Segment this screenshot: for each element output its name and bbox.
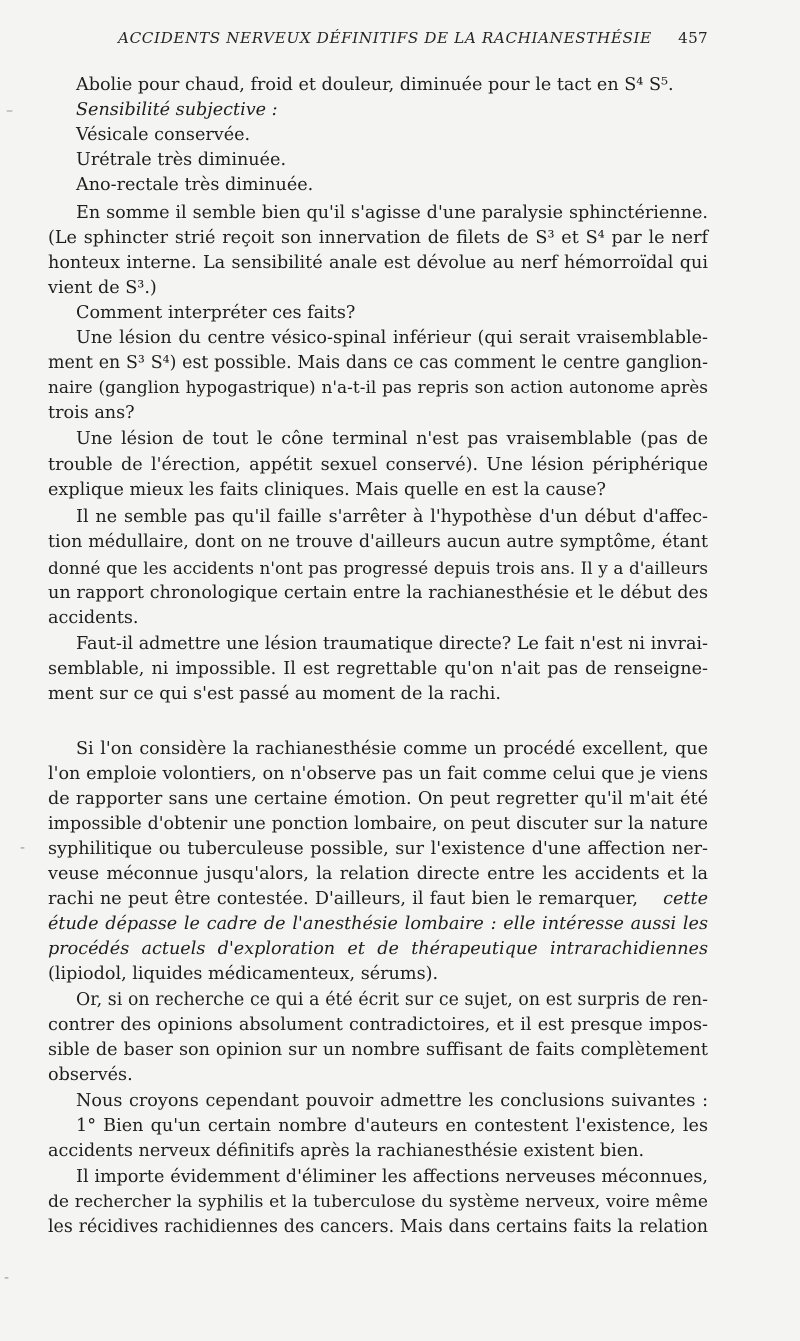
text-line: observés.	[48, 1065, 133, 1085]
text-line: accidents nerveux définitifs après la rachianesthésie existent bien.	[48, 1141, 645, 1161]
text-line: En somme il semble bien qu'il s'agisse d'une paralysie sphinctérienne.	[76, 203, 708, 223]
text-line-italic-end: cette	[663, 889, 708, 909]
text-line: syphilitique ou tuberculeuse possible, sur l'existence d'une affection ner-	[48, 839, 708, 859]
text-line: 1° Bien qu'un certain nombre d'auteurs en contestent l'existence, les	[76, 1116, 708, 1136]
margin-dash-mark-bottom: -	[4, 1270, 10, 1286]
text-line: Faut-il admettre une lésion traumatique directe? Le fait n'est ni invrai-	[76, 634, 708, 654]
text-line: ment en S³ S⁴) est possible. Mais dans ce cas comment le centre ganglion-	[48, 353, 708, 373]
text-line: donné que les accidents n'ont pas progressé depuis trois ans. Il y a d'ailleurs	[48, 558, 708, 578]
margin-dash-mark: –	[6, 103, 13, 119]
text-line: vient de S³.)	[48, 278, 157, 298]
text-line: Nous croyons cependant pouvoir admettre les conclusions suivantes :	[76, 1091, 708, 1111]
text-line: ment sur ce qui s'est passé au moment de la rachi.	[48, 684, 501, 704]
text-line: (lipiodol, liquides médicamenteux, sérums).	[48, 964, 439, 984]
text-line: veuse méconnue jusqu'alors, la relation directe entre les accidents et la	[48, 864, 708, 884]
margin-dot-mark: -	[20, 840, 26, 856]
text-line: de rapporter sans une certaine émotion. On peut regretter qu'il m'ait été	[48, 789, 708, 809]
text-line: trouble de l'érection, appétit sexuel conservé). Une lésion périphérique	[48, 455, 708, 475]
text-line: Une lésion de tout le cône terminal n'est pas vraisemblable (pas de	[76, 429, 708, 449]
text-line: sible de baser son opinion sur un nombre suffisant de faits complètement	[48, 1040, 708, 1060]
text-line: Abolie pour chaud, froid et douleur, diminuée pour le tact en S⁴ S⁵.	[76, 75, 674, 95]
text-line: Comment interpréter ces faits?	[76, 303, 356, 323]
text-line: Il ne semble pas qu'il faille s'arrêter à l'hypothèse d'un début d'affec-	[76, 507, 708, 527]
text-line: Vésicale conservée.	[76, 125, 251, 145]
text-line: rachi ne peut être contestée. D'ailleurs, il faut bien le remarquer,	[48, 889, 638, 909]
text-line: les récidives rachidiennes des cancers. Mais dans certains faits la relation	[48, 1217, 708, 1237]
text-line: trois ans?	[48, 403, 135, 423]
text-line: semblable, ni impossible. Il est regrettable qu'on n'ait pas de renseigne-	[48, 659, 708, 679]
text-line: impossible d'obtenir une ponction lombaire, on peut discuter sur la nature	[48, 814, 708, 834]
text-line: naire (ganglion hypogastrique) n'a-t-il pas repris son action autonome après	[48, 378, 708, 398]
text-line: tion médullaire, dont on ne trouve d'ailleurs aucun autre symptôme, étant	[48, 532, 708, 552]
text-line: étude dépasse le cadre de l'anesthésie lombaire : elle intéresse aussi les	[48, 914, 708, 934]
text-line: contrer des opinions absolument contradictoires, et il est presque impos-	[48, 1015, 708, 1035]
text-line: (Le sphincter strié reçoit son innervation de filets de S³ et S⁴ par le nerf	[48, 228, 708, 248]
text-line: Sensibilité subjective :	[76, 100, 278, 120]
text-line: Ano-rectale très diminuée.	[76, 175, 314, 195]
text-line: Urétrale très diminuée.	[76, 150, 287, 170]
text-line: accidents.	[48, 608, 139, 628]
text-line: honteux interne. La sensibilité anale est dévolue au nerf hémorroïdal qui	[48, 253, 708, 273]
text-line: Il importe évidemment d'éliminer les affections nerveuses méconnues,	[76, 1167, 708, 1187]
text-line: Or, si on recherche ce qui a été écrit sur ce sujet, on est surpris de ren-	[76, 990, 708, 1010]
text-line: Si l'on considère la rachianesthésie comme un procédé excellent, que	[76, 739, 708, 759]
text-line: Une lésion du centre vésico-spinal inférieur (qui serait vraisemblable-	[76, 328, 708, 348]
text-line: explique mieux les faits cliniques. Mais quelle en est la cause?	[48, 480, 606, 500]
text-line: procédés actuels d'exploration et de thérapeutique intrarachidiennes	[48, 939, 708, 959]
text-line: un rapport chronologique certain entre la rachianesthésie et le début des	[48, 583, 708, 603]
text-line: l'on emploie volontiers, on n'observe pas un fait comme celui que je viens	[48, 764, 708, 784]
text-line: de rechercher la syphilis et la tuberculose du système nerveux, voire même	[48, 1192, 708, 1212]
page-number: 457	[678, 29, 708, 47]
running-header	[118, 29, 708, 51]
running-title: ACCIDENTS NERVEUX DÉFINITIFS DE LA RACHIANESTHÉSIE	[118, 29, 652, 47]
